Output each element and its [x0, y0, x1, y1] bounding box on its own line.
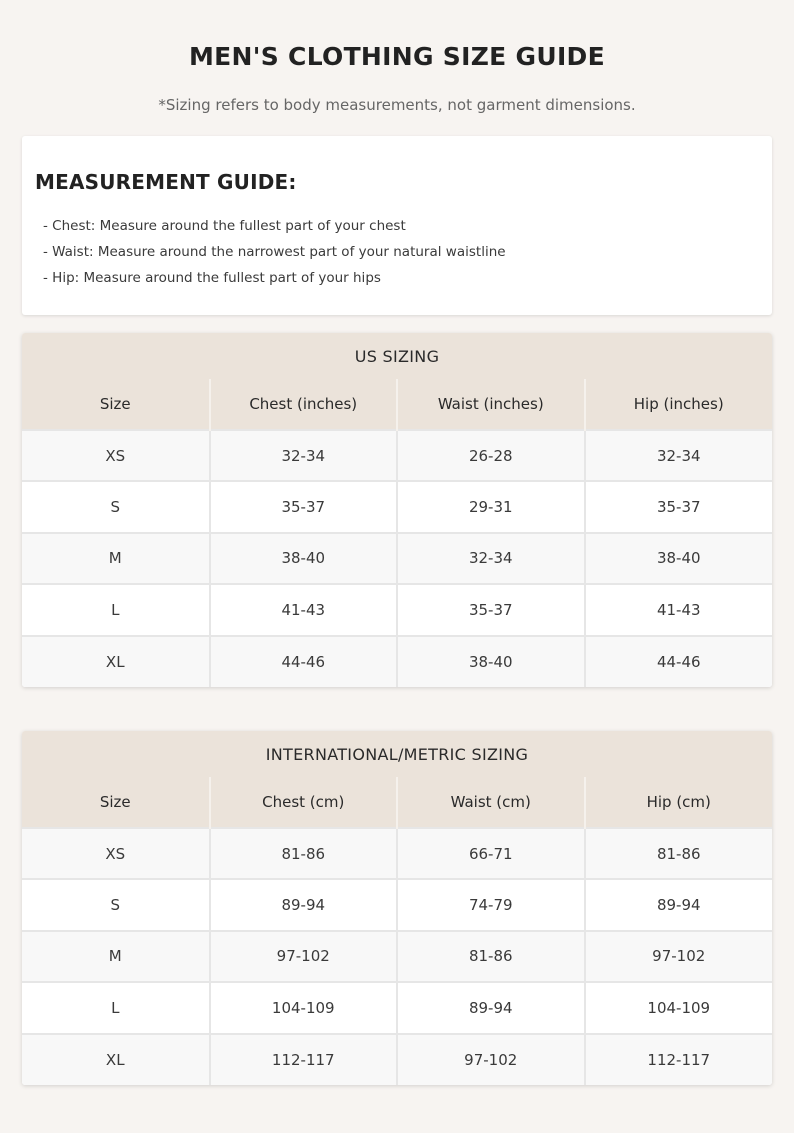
- international-sizing-table: [22, 731, 772, 1085]
- waist-cell: 29-31: [397, 481, 585, 532]
- size-cell: XS: [22, 430, 210, 481]
- chest-cell: 112-117: [210, 1034, 398, 1085]
- size-cell: S: [22, 879, 210, 930]
- hip-cell: 81-86: [585, 828, 773, 879]
- hip-cell: 89-94: [585, 879, 773, 930]
- measurement-item-waist: - Waist: Measure around the narrowest part of your natural waistline: [43, 244, 506, 260]
- us-sizing-title: US SIZING: [22, 333, 772, 379]
- waist-cell: 35-37: [397, 584, 585, 635]
- hip-cell: 35-37: [585, 481, 773, 532]
- waist-cell: 81-86: [397, 931, 585, 982]
- chest-cell: 41-43: [210, 584, 398, 635]
- chest-cell: 97-102: [210, 931, 398, 982]
- chest-cell: 32-34: [210, 430, 398, 481]
- measurement-guide-heading: MEASUREMENT GUIDE:: [35, 170, 297, 194]
- us-sizing-table-card: [22, 333, 772, 687]
- column-header-waist: Waist (inches): [397, 379, 585, 430]
- table-row: [22, 636, 772, 687]
- waist-cell: 32-34: [397, 533, 585, 584]
- size-cell: S: [22, 481, 210, 532]
- international-sizing-table-card: [22, 731, 772, 1085]
- chest-cell: 44-46: [210, 636, 398, 687]
- table-row: [22, 430, 772, 481]
- table-row: [22, 931, 772, 982]
- waist-cell: 89-94: [397, 982, 585, 1033]
- column-header-hip: Hip (cm): [585, 777, 773, 828]
- chest-cell: 104-109: [210, 982, 398, 1033]
- page-title: MEN'S CLOTHING SIZE GUIDE: [189, 42, 605, 71]
- hip-cell: 112-117: [585, 1034, 773, 1085]
- size-cell: M: [22, 931, 210, 982]
- us-sizing-table: [22, 333, 772, 687]
- waist-cell: 26-28: [397, 430, 585, 481]
- waist-cell: 38-40: [397, 636, 585, 687]
- table-row: [22, 481, 772, 532]
- size-cell: M: [22, 533, 210, 584]
- table-row: [22, 1034, 772, 1085]
- table-row: [22, 584, 772, 635]
- measurement-item-hip: - Hip: Measure around the fullest part of your hips: [43, 270, 381, 286]
- chest-cell: 89-94: [210, 879, 398, 930]
- size-cell: XL: [22, 636, 210, 687]
- chest-cell: 38-40: [210, 533, 398, 584]
- page-subtitle: *Sizing refers to body measurements, not garment dimensions.: [158, 96, 636, 114]
- size-cell: L: [22, 584, 210, 635]
- table-row: [22, 879, 772, 930]
- hip-cell: 41-43: [585, 584, 773, 635]
- column-header-chest: Chest (inches): [210, 379, 398, 430]
- waist-cell: 97-102: [397, 1034, 585, 1085]
- column-header-size: Size: [22, 777, 210, 828]
- hip-cell: 104-109: [585, 982, 773, 1033]
- chest-cell: 35-37: [210, 481, 398, 532]
- table-row: [22, 982, 772, 1033]
- international-sizing-title: INTERNATIONAL/METRIC SIZING: [22, 731, 772, 777]
- hip-cell: 97-102: [585, 931, 773, 982]
- size-cell: XS: [22, 828, 210, 879]
- waist-cell: 66-71: [397, 828, 585, 879]
- table-row: [22, 533, 772, 584]
- hip-cell: 44-46: [585, 636, 773, 687]
- size-cell: L: [22, 982, 210, 1033]
- size-cell: XL: [22, 1034, 210, 1085]
- column-header-chest: Chest (cm): [210, 777, 398, 828]
- measurement-guide-card: [22, 136, 772, 315]
- measurement-guide-list: [43, 216, 506, 294]
- column-header-size: Size: [22, 379, 210, 430]
- waist-cell: 74-79: [397, 879, 585, 930]
- hip-cell: 32-34: [585, 430, 773, 481]
- column-header-waist: Waist (cm): [397, 777, 585, 828]
- measurement-item-chest: - Chest: Measure around the fullest part of your chest: [43, 218, 406, 234]
- table-row: [22, 828, 772, 879]
- chest-cell: 81-86: [210, 828, 398, 879]
- column-header-hip: Hip (inches): [585, 379, 773, 430]
- hip-cell: 38-40: [585, 533, 773, 584]
